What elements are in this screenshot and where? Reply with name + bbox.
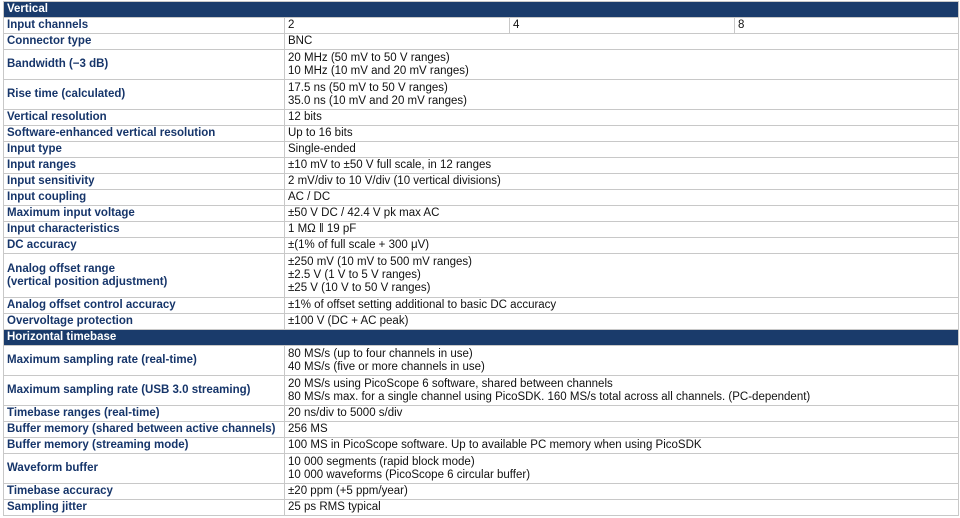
spec-row-timebase-accuracy [4,484,959,500]
spec-value-line: ±25 V (10 V to 50 V ranges) [288,282,431,294]
spec-value-line: 10 000 waveforms (PicoScope 6 circular buffer) [288,468,531,481]
section-header-horizontal-timebase [4,330,959,346]
spec-value: 25 ps RMS typical [285,500,959,516]
spec-value-line: ±2.5 V (1 V to 5 V ranges) [288,269,421,281]
spec-row-vertical-resolution [4,110,959,126]
spec-row-overvoltage-protection [4,314,959,330]
spec-label: Input ranges [4,158,285,174]
spec-label: Input sensitivity [4,174,285,190]
spec-label: Bandwidth (−3 dB) [4,50,285,80]
spec-label: Maximum sampling rate (USB 3.0 streaming) [4,376,285,406]
spec-label: Buffer memory (streaming mode) [4,438,285,454]
spec-label: Rise time (calculated) [4,80,285,110]
spec-value: 100 MS in PicoScope software. Up to available PC memory when using PicoSDK [285,438,959,454]
spec-row-sampling-jitter [4,500,959,516]
section-title: Horizontal timebase [4,330,959,346]
spec-row-rise-time [4,80,959,110]
spec-label: Input characteristics [4,222,285,238]
spec-label: Connector type [4,34,285,50]
spec-value: ±1% of offset setting additional to basic DC accuracy [285,298,959,314]
spec-value-line: 35.0 ns (10 mV and 20 mV ranges) [288,94,467,107]
spec-value-line: 10 MHz (10 mV and 20 mV ranges) [288,64,469,77]
spec-row-buffer-memory-shared [4,422,959,438]
spec-row-analog-offset-accuracy [4,298,959,314]
spec-row-input-sensitivity [4,174,959,190]
spec-value: ±(1% of full scale + 300 μV) [285,238,959,254]
channels-option-8: 8 [735,18,959,34]
spec-row-buffer-memory-streaming [4,438,959,454]
spec-label: Timebase accuracy [4,484,285,500]
spec-value: 12 bits [285,110,959,126]
specifications-table [3,1,959,516]
spec-row-software-resolution [4,126,959,142]
spec-label: Timebase ranges (real-time) [4,406,285,422]
spec-row-max-sampling-realtime [4,346,959,376]
spec-label: DC accuracy [4,238,285,254]
spec-label-line: Analog offset range [7,262,115,275]
spec-value [285,50,959,80]
spec-row-input-coupling [4,190,959,206]
spec-value: AC / DC [285,190,959,206]
spec-row-analog-offset-range [4,254,959,298]
spec-value [285,454,959,484]
spec-value-line: 40 MS/s (five or more channels in use) [288,360,485,373]
spec-row-bandwidth [4,50,959,80]
spec-value: 20 ns/div to 5000 s/div [285,406,959,422]
spec-label: Waveform buffer [4,454,285,484]
channels-option-2: 2 [285,18,510,34]
spec-label: Maximum input voltage [4,206,285,222]
spec-value: ±50 V DC / 42.4 V pk max AC [285,206,959,222]
spec-value-line: 10 000 segments (rapid block mode) [288,455,475,468]
spec-label: Analog offset control accuracy [4,298,285,314]
spec-value [285,346,959,376]
spec-value [285,254,959,298]
spec-label: Maximum sampling rate (real-time) [4,346,285,376]
section-header-vertical [4,2,959,18]
spec-label: Overvoltage protection [4,314,285,330]
spec-value: 1 MΩ ‖ 19 pF [285,222,959,238]
spec-value-line: 17.5 ns (50 mV to 50 V ranges) [288,81,448,94]
spec-label: Sampling jitter [4,500,285,516]
spec-value: ±10 mV to ±50 V full scale, in 12 ranges [285,158,959,174]
spec-label: Input channels [4,18,285,34]
spec-row-input-channels [4,18,959,34]
spec-value-line: 20 MHz (50 mV to 50 V ranges) [288,51,450,64]
spec-row-max-sampling-usb [4,376,959,406]
spec-label: Buffer memory (shared between active channels) [4,422,285,438]
spec-row-input-type [4,142,959,158]
spec-value-line: 80 MS/s max. for a single channel using PicoSDK. 160 MS/s total across all channels. (PC-dependent) [288,390,811,403]
spec-row-input-ranges [4,158,959,174]
spec-value: 256 MS [285,422,959,438]
spec-row-connector-type [4,34,959,50]
section-title: Vertical [4,2,959,18]
spec-label: Software-enhanced vertical resolution [4,126,285,142]
spec-label [4,254,285,298]
spec-value-line: ±250 mV (10 mV to 500 mV ranges) [288,256,473,268]
spec-label-line: (vertical position adjustment) [7,275,168,288]
spec-value: BNC [285,34,959,50]
spec-value: 2 mV/div to 10 V/div (10 vertical divisions) [285,174,959,190]
spec-row-waveform-buffer [4,454,959,484]
spec-label: Input type [4,142,285,158]
spec-row-dc-accuracy [4,238,959,254]
spec-label: Vertical resolution [4,110,285,126]
channels-option-4: 4 [510,18,735,34]
spec-value-line: 80 MS/s (up to four channels in use) [288,347,473,360]
spec-row-timebase-ranges [4,406,959,422]
spec-row-max-input-voltage [4,206,959,222]
spec-value-line: 20 MS/s using PicoScope 6 software, shared between channels [288,377,613,390]
spec-value: Single-ended [285,142,959,158]
spec-value [285,80,959,110]
spec-value [285,376,959,406]
spec-label: Input coupling [4,190,285,206]
spec-value: ±100 V (DC + AC peak) [285,314,959,330]
spec-value: ±20 ppm (+5 ppm/year) [285,484,959,500]
spec-value: Up to 16 bits [285,126,959,142]
spec-row-input-characteristics [4,222,959,238]
